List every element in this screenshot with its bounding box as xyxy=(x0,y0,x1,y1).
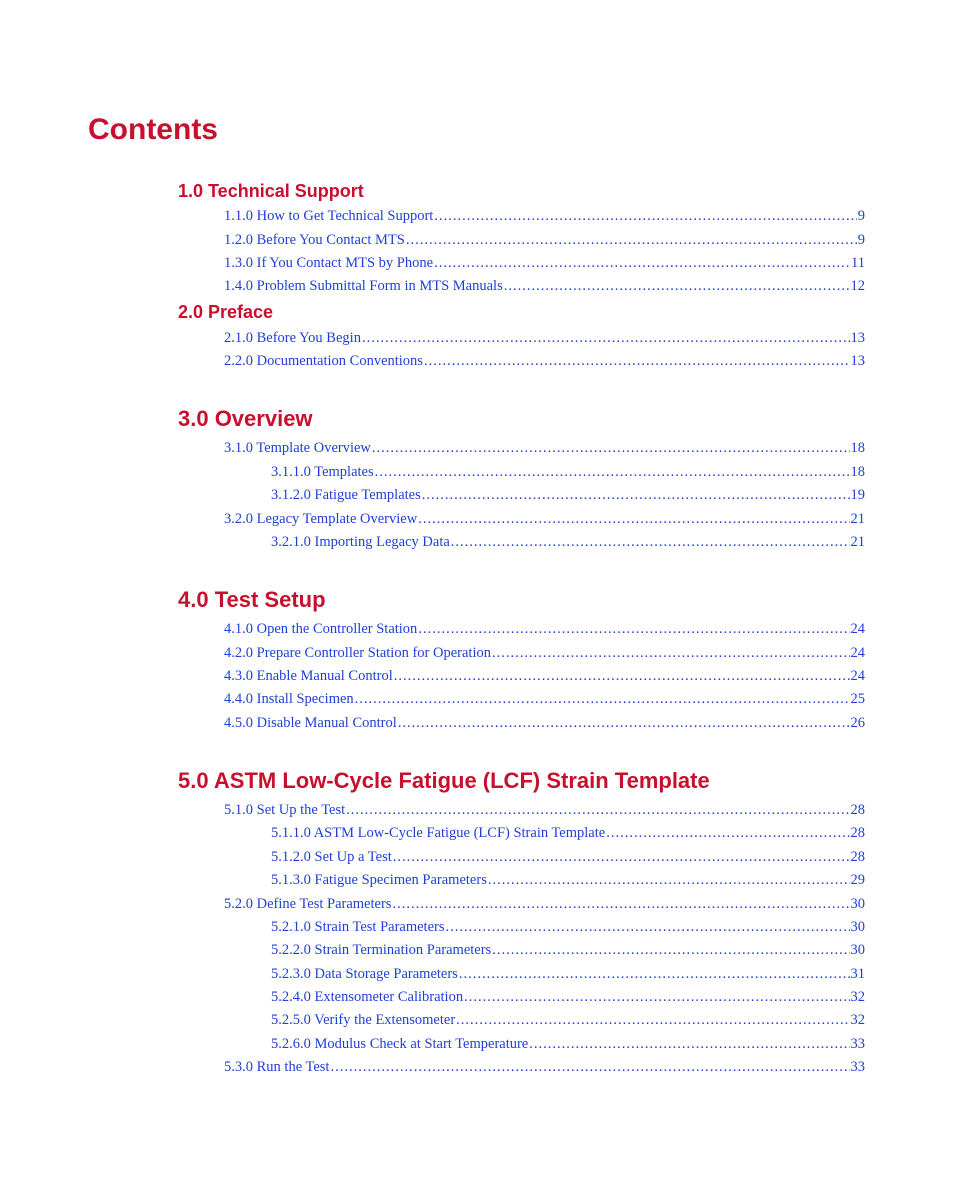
toc-entry-page: 11 xyxy=(851,255,865,271)
toc-entry[interactable] xyxy=(224,644,865,662)
toc-entry[interactable] xyxy=(224,690,865,708)
toc-entry-title: 5.2.6.0 Modulus Check at Start Temperature xyxy=(271,1036,529,1052)
toc-entry[interactable] xyxy=(224,207,865,225)
toc-entry-page: 9 xyxy=(857,232,865,248)
toc-entry[interactable] xyxy=(271,848,865,866)
toc-entry-page: 9 xyxy=(857,208,865,224)
toc-entry-page: 21 xyxy=(850,511,865,527)
toc-entry-title: 5.1.1.0 ASTM Low-Cycle Fatigue (LCF) Strain Template xyxy=(271,825,606,841)
toc-entry[interactable] xyxy=(271,918,865,936)
toc-entry-page: 24 xyxy=(850,621,865,637)
toc-entry-page: 12 xyxy=(850,278,865,294)
toc-entry-title: 1.2.0 Before You Contact MTS xyxy=(224,232,405,248)
toc-entry-title: 5.2.5.0 Verify the Extensometer xyxy=(271,1012,456,1028)
toc-entry-page: 32 xyxy=(850,1012,865,1028)
toc-entry[interactable] xyxy=(224,231,865,249)
dot-leader xyxy=(418,510,849,528)
toc-entry-title: 3.1.1.0 Templates xyxy=(271,464,374,480)
dot-leader xyxy=(422,486,850,504)
dot-leader xyxy=(456,1011,849,1029)
toc-entry-page: 31 xyxy=(850,966,865,982)
toc-entry[interactable] xyxy=(271,463,865,481)
section-heading[interactable]: 5.0 ASTM Low-Cycle Fatigue (LCF) Strain Template xyxy=(178,768,710,793)
toc-entry-page: 28 xyxy=(850,849,865,865)
toc-entry-title: 5.2.3.0 Data Storage Parameters xyxy=(271,966,458,982)
toc-entry-title: 5.1.0 Set Up the Test xyxy=(224,802,346,818)
section-heading[interactable]: 2.0 Preface xyxy=(178,302,274,322)
toc-entry-page: 30 xyxy=(850,919,865,935)
toc-entry-title: 1.3.0 If You Contact MTS by Phone xyxy=(224,255,434,271)
toc-entry-title: 3.1.2.0 Fatigue Templates xyxy=(271,487,421,503)
toc-entry-title: 5.1.3.0 Fatigue Specimen Parameters xyxy=(271,872,487,888)
toc-entry-title: 4.1.0 Open the Controller Station xyxy=(224,621,418,637)
dot-leader xyxy=(355,690,850,708)
toc-entry[interactable] xyxy=(224,1058,865,1076)
toc-entry-page: 30 xyxy=(850,942,865,958)
toc-entry-title: 4.4.0 Install Specimen xyxy=(224,691,354,707)
toc-entry-title: 3.2.0 Legacy Template Overview xyxy=(224,511,418,527)
toc-entry-page: 24 xyxy=(850,645,865,661)
toc-entry-title: 4.2.0 Prepare Controller Station for Operation xyxy=(224,645,491,661)
toc-entry[interactable] xyxy=(271,1035,865,1053)
toc-entry[interactable] xyxy=(224,439,865,457)
toc-entry-title: 4.3.0 Enable Manual Control xyxy=(224,668,393,684)
dot-leader xyxy=(446,918,850,936)
toc-entry[interactable] xyxy=(271,486,865,504)
toc-entry-title: 5.2.4.0 Extensometer Calibration xyxy=(271,989,464,1005)
toc-entry-page: 30 xyxy=(850,896,865,912)
toc-entry-title: 1.4.0 Problem Submittal Form in MTS Manuals xyxy=(224,278,503,294)
toc-entry[interactable] xyxy=(271,824,865,842)
dot-leader xyxy=(606,824,849,842)
toc-entry-title: 2.2.0 Documentation Conventions xyxy=(224,353,423,369)
toc-entry[interactable] xyxy=(224,620,865,638)
dot-leader xyxy=(398,714,850,732)
toc-entry-title: 5.1.2.0 Set Up a Test xyxy=(271,849,392,865)
toc-entry-page: 13 xyxy=(850,353,865,369)
toc-entry-title: 4.5.0 Disable Manual Control xyxy=(224,715,397,731)
dot-leader xyxy=(375,463,850,481)
dot-leader xyxy=(392,895,849,913)
toc-entry-title: 5.2.2.0 Strain Termination Parameters xyxy=(271,942,492,958)
toc-entry-page: 24 xyxy=(850,668,865,684)
toc-entry-page: 21 xyxy=(850,534,865,550)
section-heading[interactable]: 4.0 Test Setup xyxy=(178,587,326,612)
toc-entry-title: 5.2.0 Define Test Parameters xyxy=(224,896,392,912)
toc-entry-page: 33 xyxy=(850,1059,865,1075)
toc-entry-page: 18 xyxy=(850,440,865,456)
dot-leader xyxy=(424,352,850,370)
toc-entry-page: 32 xyxy=(850,989,865,1005)
toc-entry-title: 3.2.1.0 Importing Legacy Data xyxy=(271,534,450,550)
toc-entry[interactable] xyxy=(224,352,865,370)
toc-entry[interactable] xyxy=(224,510,865,528)
dot-leader xyxy=(504,277,850,295)
toc-entry[interactable] xyxy=(271,965,865,983)
dot-leader xyxy=(330,1058,849,1076)
toc-entry-page: 28 xyxy=(850,825,865,841)
toc-entry[interactable] xyxy=(224,801,865,819)
toc-entry-title: 5.3.0 Run the Test xyxy=(224,1059,330,1075)
toc-entry[interactable] xyxy=(271,533,865,551)
dot-leader xyxy=(488,871,850,889)
toc-entry-title: 2.1.0 Before You Begin xyxy=(224,330,361,346)
toc-entry[interactable] xyxy=(224,895,865,913)
dot-leader xyxy=(362,329,850,347)
dot-leader xyxy=(434,207,856,225)
toc-entry[interactable] xyxy=(271,1011,865,1029)
section-heading[interactable]: 3.0 Overview xyxy=(178,406,313,431)
toc-entry[interactable] xyxy=(224,667,865,685)
dot-leader xyxy=(394,667,850,685)
dot-leader xyxy=(464,988,849,1006)
toc-entry[interactable] xyxy=(271,988,865,1006)
dot-leader xyxy=(418,620,849,638)
dot-leader xyxy=(372,439,850,457)
toc-entry[interactable] xyxy=(224,329,865,347)
dot-leader xyxy=(346,801,849,819)
toc-entry-title: 1.1.0 How to Get Technical Support xyxy=(224,208,434,224)
toc-entry-title: 5.2.1.0 Strain Test Parameters xyxy=(271,919,445,935)
toc-entry-title: 3.1.0 Template Overview xyxy=(224,440,371,456)
toc-entry-page: 29 xyxy=(850,872,865,888)
toc-entry[interactable] xyxy=(271,941,865,959)
dot-leader xyxy=(393,848,850,866)
toc-entry[interactable] xyxy=(271,871,865,889)
page-title: Contents xyxy=(88,113,218,146)
toc-entry-page: 26 xyxy=(850,715,865,731)
toc-entry-page: 28 xyxy=(850,802,865,818)
dot-leader xyxy=(406,231,857,249)
toc-entry-page: 19 xyxy=(850,487,865,503)
dot-leader xyxy=(492,941,849,959)
dot-leader xyxy=(459,965,850,983)
toc-entry[interactable] xyxy=(224,254,865,272)
dot-leader xyxy=(434,254,850,272)
dot-leader xyxy=(529,1035,849,1053)
toc-entry-page: 18 xyxy=(850,464,865,480)
toc-entry-page: 33 xyxy=(850,1036,865,1052)
dot-leader xyxy=(492,644,850,662)
toc-entry-page: 13 xyxy=(850,330,865,346)
toc-entry[interactable] xyxy=(224,277,865,295)
section-heading[interactable]: 1.0 Technical Support xyxy=(178,181,364,201)
toc-entry-page: 25 xyxy=(850,691,865,707)
dot-leader xyxy=(451,533,850,551)
toc-entry[interactable] xyxy=(224,714,865,732)
